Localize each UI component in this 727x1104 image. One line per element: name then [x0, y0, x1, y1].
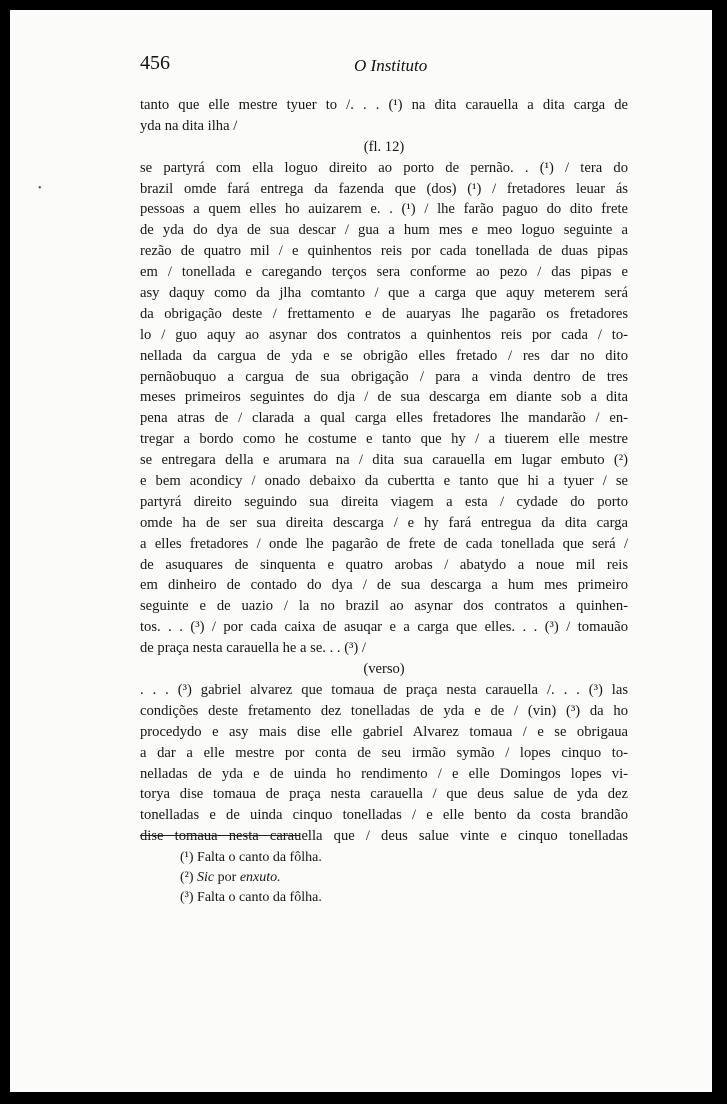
text-line: em dinheiro de contado do dya / de sua descarga a hum mes primeiro [140, 577, 628, 594]
footnote-text: Falta o canto da fôlha. [197, 850, 322, 865]
text-line: tregar a bordo como he costume e tanto que hy / a tiuerem elle mestre [140, 431, 628, 448]
document-body [140, 95, 628, 847]
text-line: tos. . . (³) / por cada caixa de asuqar e a carga que elles. . . (³) / tomauão [140, 619, 628, 636]
text-line: meses primeiros seguintes do dja / de sua descarga em diante sob a dita [140, 389, 628, 406]
footnote-text: Falta o canto da fôlha. [197, 890, 322, 905]
text-line: e bem acondicy / onado debaixo da cubertta e tanto que hi a tyuer / se [140, 473, 628, 490]
folio-marker: (verso) [363, 661, 405, 678]
footnote-item [180, 888, 322, 908]
text-line: a dar a elle mestre por conta de seu irmão symão / lopes cinquo to- [140, 744, 628, 761]
text-line: tonelladas e de uinda cinquo tonelladas / e elle bento da costa brandão [140, 807, 628, 824]
text-line: em / tonellada e caregando terços sera conforme ao pezo / das pipas e [140, 264, 628, 281]
footnote-text: por [214, 870, 240, 885]
footnote-mark: (¹) [180, 850, 194, 865]
footnote-rule [140, 835, 300, 836]
text-line: asy daquy como da jlha comtanto / que a carga que aquy meterem será [140, 285, 628, 302]
text-line: brazil omde fará entrega da fazenda que (dos) (¹) / fretadores leuar ás [140, 180, 628, 197]
text-line: yda na dita ilha / [140, 117, 238, 134]
text-line: de praça nesta carauella he a se. . . (³) / [140, 640, 366, 657]
footnote-item [180, 868, 322, 888]
text-line: se partyrá com ella loguo direito ao porto de pernão. . (¹) / tera do [140, 159, 628, 176]
text-line: pessoas a quem elles ho auizarem e. . (¹) / lhe farão paguo do dito frete [140, 201, 628, 218]
scan-speck: • [38, 183, 42, 194]
text-line: de yda do dya de sua descar / gua a hum mes e meo loguo seguinte a [140, 222, 628, 239]
text-line: pena atras de / clarada a qual carga elles fretadores lhe mandarão / en- [140, 410, 628, 427]
text-line: omde ha de ser sua direita descarga / e hy fará entregua da dita carga [140, 514, 628, 531]
text-line: . . . (³) gabriel alvarez que tomaua de praça nesta carauella /. . . (³) las [140, 681, 628, 698]
text-line: da obrigação deste / frettamento e de auaryas lhe pagarão os fretadores [140, 305, 628, 322]
text-line: tanto que elle mestre tyuer to /. . . (¹) na dita carauella a dita carga de [140, 97, 628, 113]
text-line: partyrá direito seguindo sua direita viagem a esta / cydade do porto [140, 493, 628, 510]
text-line: seguinte e de uazio / la no brazil ao asynar dos contratos a quinhen- [140, 598, 628, 615]
page-number: 456 [140, 52, 170, 74]
footnote-item [180, 848, 322, 868]
footnote-text-italic: enxuto. [239, 870, 281, 885]
folio-marker: (fl. 12) [363, 138, 405, 155]
page-header [140, 48, 628, 78]
footnote-mark: (³) [180, 890, 194, 905]
text-line: nelladas de yda e de uinda ho rendimento / e elle Domingos lopes vi- [140, 765, 628, 782]
text-line: a elles fretadores / onde lhe pagarão de frete de cada tonellada que será / [140, 535, 628, 552]
text-line: condições deste fretamento dez tonelladas de yda e de / (vin) (³) da ho [140, 702, 628, 719]
text-line: pernãobuquo a cargua de sua obrigação / para a vinda dentro de tres [140, 368, 628, 385]
text-line: torya dise tomaua de praça nesta carauella / que deus salue de yda dez [140, 786, 628, 803]
text-line: dise tomaua nesta carauella que / deus salue vinte e cinquo tonelladas [140, 828, 628, 845]
text-line: de asuquares de sinquenta e quatro arobas / abatydo a noue mil reis [140, 556, 628, 573]
text-line: rezão de quatro mil / e quinhentos reis por cada tonellada de duas pipas [140, 243, 628, 260]
running-title: O Instituto [354, 56, 428, 75]
footnote-text-italic: Sic [197, 870, 215, 885]
text-line: lo / guo aquy ao asynar dos contratos a quinhentos reis por cada / to- [140, 326, 628, 343]
text-line: nellada da cargua de yda e se obrigão elles fretado / res dar no dito [140, 347, 628, 364]
footnotes [180, 848, 322, 908]
text-line: se entregara della e arumara na / dita sua carauella em lugar embuto (²) [140, 452, 628, 469]
text-line: procedydo e asy mais dise elle gabriel Alvarez tomaua / e se obrigaua [140, 723, 628, 740]
footnote-mark: (²) [180, 870, 194, 885]
